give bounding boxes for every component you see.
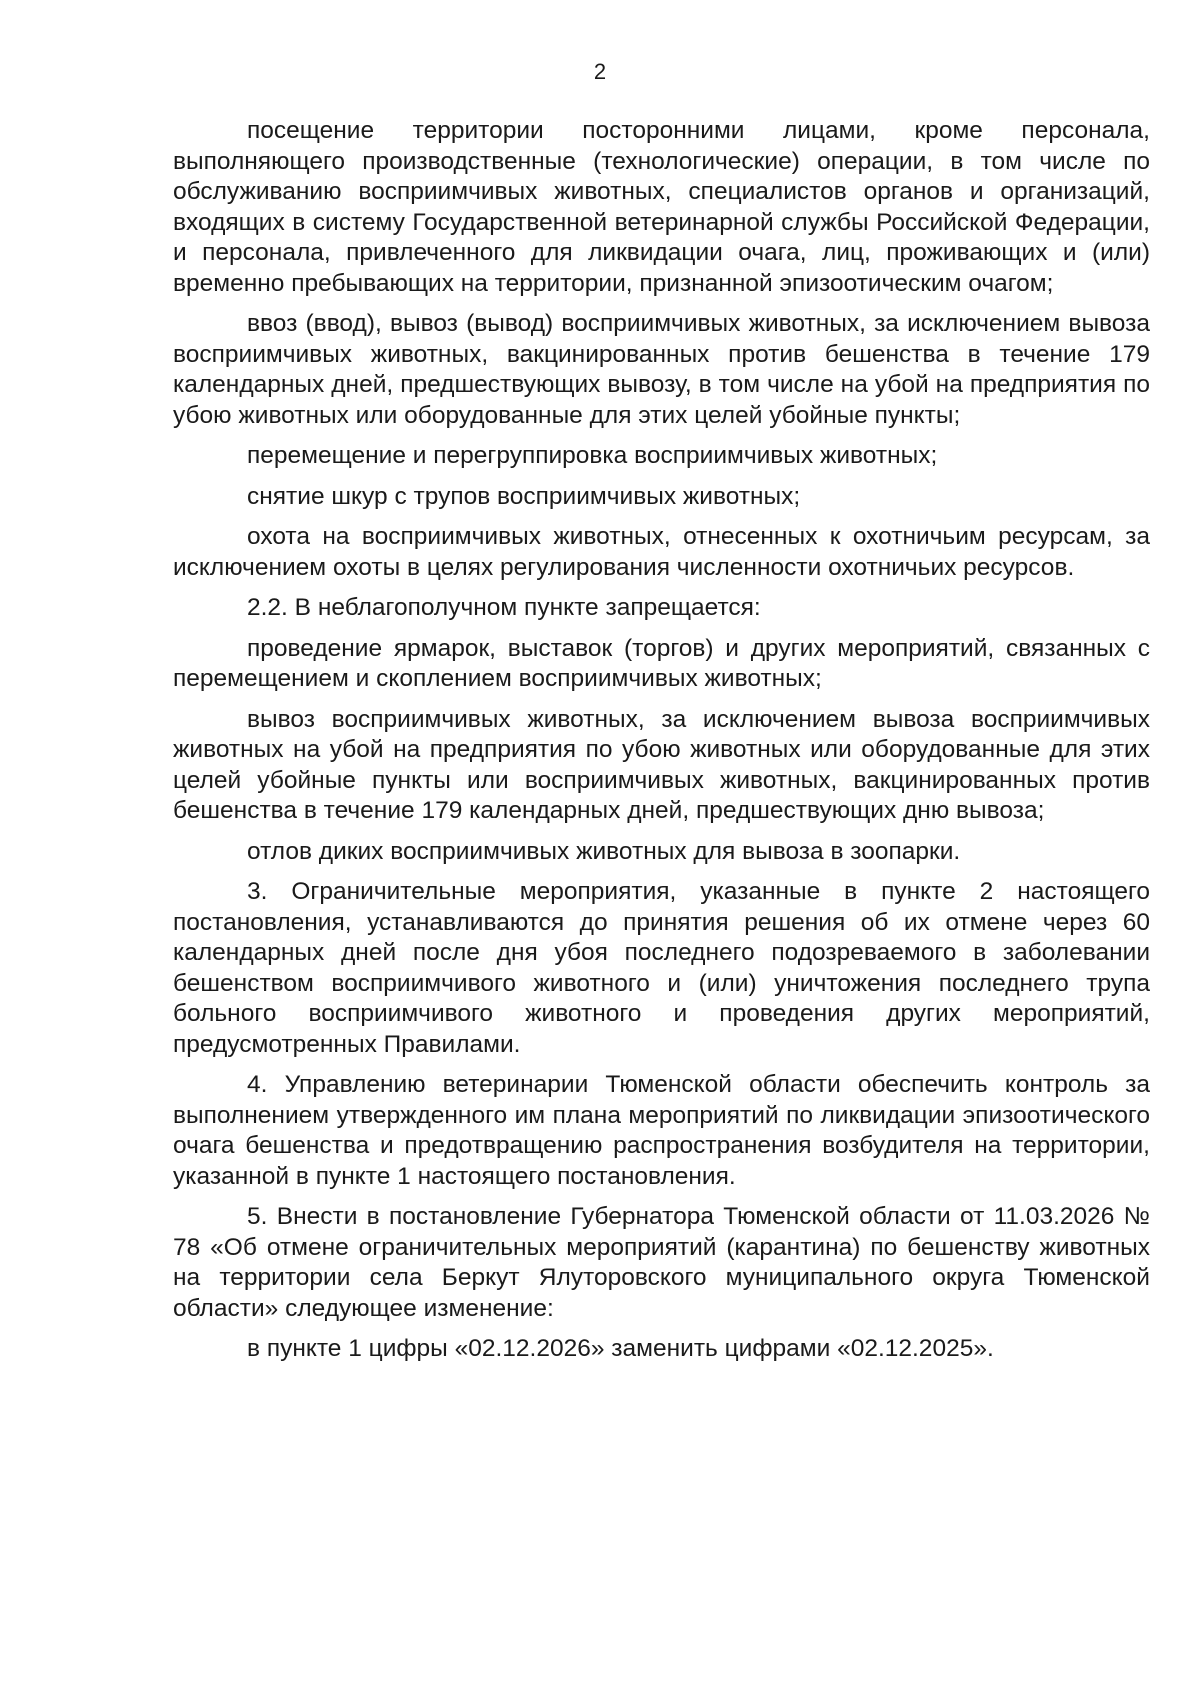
paragraph-skinning-ban: снятие шкур с трупов восприимчивых животных; xyxy=(247,482,801,510)
paragraph-amendment: в пункте 1 цифры «02.12.2026» заменить цифрами «02.12.2025». xyxy=(247,1335,994,1362)
paragraph-section-4: 4. Управлению ветеринарии Тюменской области обеспечить контроль за выполнением утвержденного им плана мероприятий по ликвидации эпизоотического очага бешенства и предотвращению распространения возбудителя на территории, указанной в пункте 1 настоящего постановления. xyxy=(173,1071,1150,1190)
document-body xyxy=(173,116,1150,1375)
paragraph-regrouping-ban: перемещение и перегруппировка восприимчивых животных; xyxy=(247,442,938,469)
paragraph-section-3: 3. Ограничительные мероприятия, указанные в пункте 2 настоящего постановления, устанавливаются до принятия решения об их отмене через 60 календарных дней после дня убоя последнего подозреваемого в заболевании бешенством восприимчивого животного и (или) уничтожения последнего трупа больного восприимчивого животного и проведения других мероприятий, предусмотренных Правилами. xyxy=(173,878,1150,1058)
paragraph-fairs-ban: проведение ярмарок, выставок (торгов) и других мероприятий, связанных с перемещением и скоплением восприимчивых животных; xyxy=(173,634,1150,692)
paragraph-removal-ban: вывоз восприимчивых животных, за исключением вывоза восприимчивых животных на убой на предприятия по убою животных или оборудованные для этих целей убойные пункты или восприимчивых животных, вакцинированных против бешенства в течение 179 календарных дней, предшествующих дню вывоза; xyxy=(173,705,1150,824)
paragraph-import-export-ban: ввоз (ввод), вывоз (вывод) восприимчивых животных, за исключением вывоза восприимчивых животных, вакцинированных против бешенства в течение 179 календарных дней, предшествующих вывозу, в том числе на убой на предприятия по убою животных или оборудованные для этих целей убойные пункты; xyxy=(173,310,1150,429)
paragraph-capture-ban: отлов диких восприимчивых животных для вывоза в зоопарки. xyxy=(247,837,961,865)
paragraph-hunting-ban: охота на восприимчивых животных, отнесенных к охотничьим ресурсам, за исключением охоты в целях регулирования численности охотничьих ресурсов. xyxy=(173,523,1150,581)
paragraph-visit-ban: посещение территории посторонними лицами, кроме персонала, выполняющего производственные (технологические) операции, в том числе по обслуживанию восприимчивых животных, специалистов органов и организаций, входящих в систему Государственной ветеринарной службы Российской Федерации, и персонала, привлеченного для ликвидации очага, лиц, проживающих и (или) временно пребывающих на территории, признанной эпизоотическим очагом; xyxy=(173,117,1150,297)
paragraph-section-5: 5. Внести в постановление Губернатора Тюменской области от 11.03.2026 № 78 «Об отмене ограничительных мероприятий (карантина) по бешенству животных на территории села Беркут Ялуторовского муниципального округа Тюменской области» следующее изменение: xyxy=(173,1203,1150,1322)
page-number: 2 xyxy=(593,59,607,84)
paragraph-section-2-2: 2.2. В неблагополучном пункте запрещается: xyxy=(247,594,761,621)
